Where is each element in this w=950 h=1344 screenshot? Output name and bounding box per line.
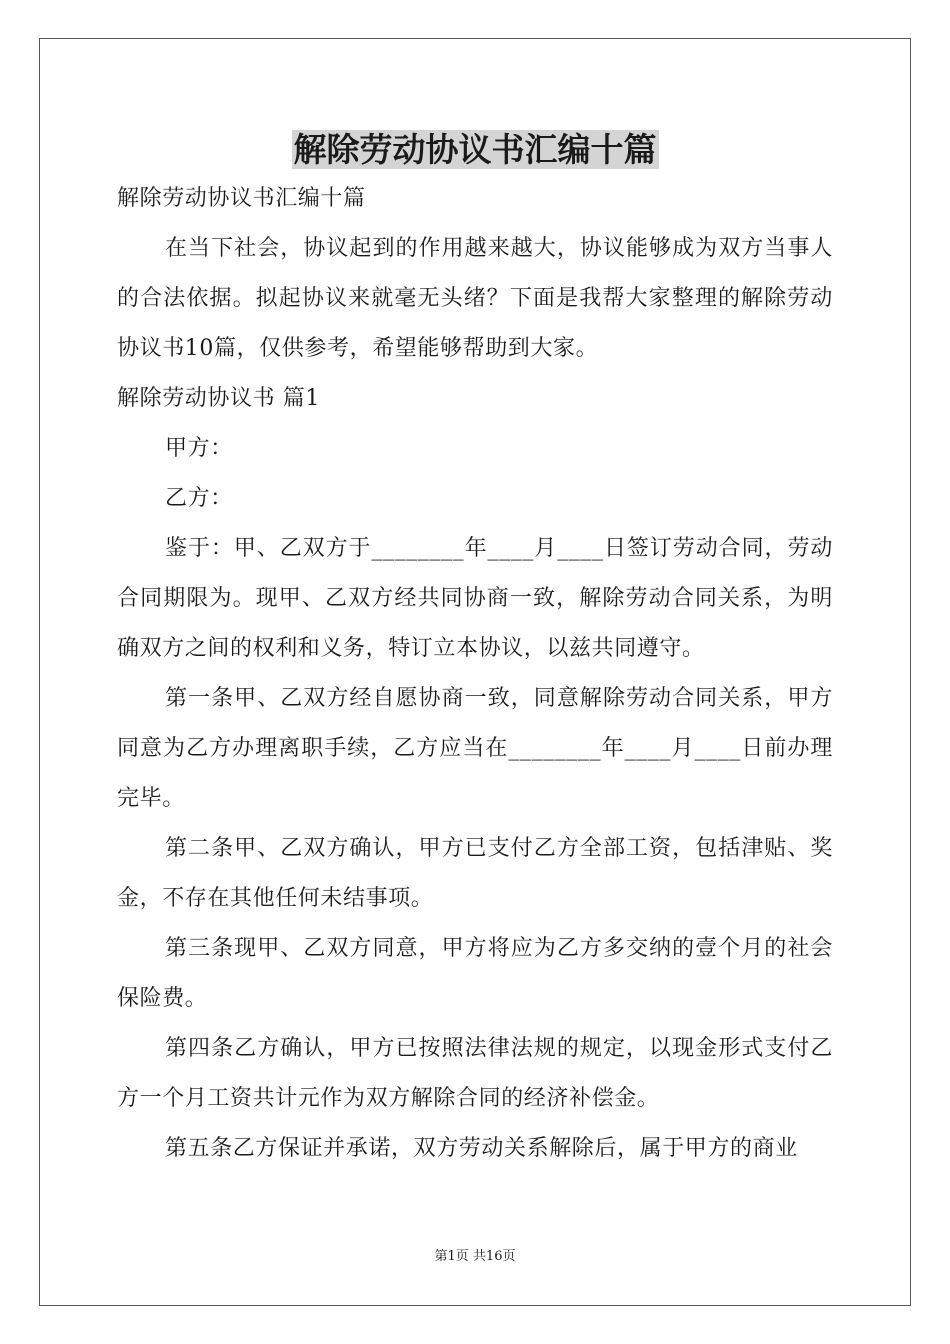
- document-title-text: 解除劳动协议书汇编十篇: [293, 130, 657, 169]
- paragraph: 乙方：: [165, 486, 233, 511]
- page-number: 第1页 共16页: [434, 1249, 516, 1264]
- paragraph: 第一条甲、乙双方经自愿协商一致，同意解除劳动合同关系，甲方同意为乙方办理离职手续，乙方应当在________年____月____日前办理完毕。: [117, 686, 833, 811]
- paragraph: 在当下社会，协议起到的作用越来越大，协议能够成为双方当事人的合法依据。拟起协议来就毫无头绪？下面是我帮大家整理的解除劳动协议书10篇，仅供参考，希望能够帮助到大家。: [117, 236, 833, 361]
- paragraph: 第四条乙方确认，甲方已按照法律法规的规定，以现金形式支付乙方一个月工资共计元作为双方解除合同的经济补偿金。: [117, 1036, 833, 1111]
- paragraph: 第五条乙方保证并承诺，双方劳动关系解除后，属于甲方的商业: [165, 1136, 798, 1161]
- paragraph: 甲方：: [165, 436, 233, 461]
- paragraph: 解除劳动协议书 篇1: [117, 386, 320, 411]
- paragraph: 第二条甲、乙双方确认，甲方已支付乙方全部工资，包括津贴、奖金，不存在其他任何未结事项。: [117, 836, 833, 911]
- paragraph: 第三条现甲、乙双方同意，甲方将应为乙方多交纳的壹个月的社会保险费。: [117, 936, 833, 1011]
- document-title: [0, 127, 950, 173]
- document-body: [117, 174, 833, 1174]
- paragraph: 鉴于：甲、乙双方于________年____月____日签订劳动合同，劳动合同期限为。现甲、乙双方经共同协商一致，解除劳动合同关系，为明确双方之间的权利和义务，特订立本协议，以兹共同遵守。: [117, 536, 833, 661]
- paragraph: 解除劳动协议书汇编十篇: [117, 186, 366, 211]
- page-footer: [0, 1248, 950, 1266]
